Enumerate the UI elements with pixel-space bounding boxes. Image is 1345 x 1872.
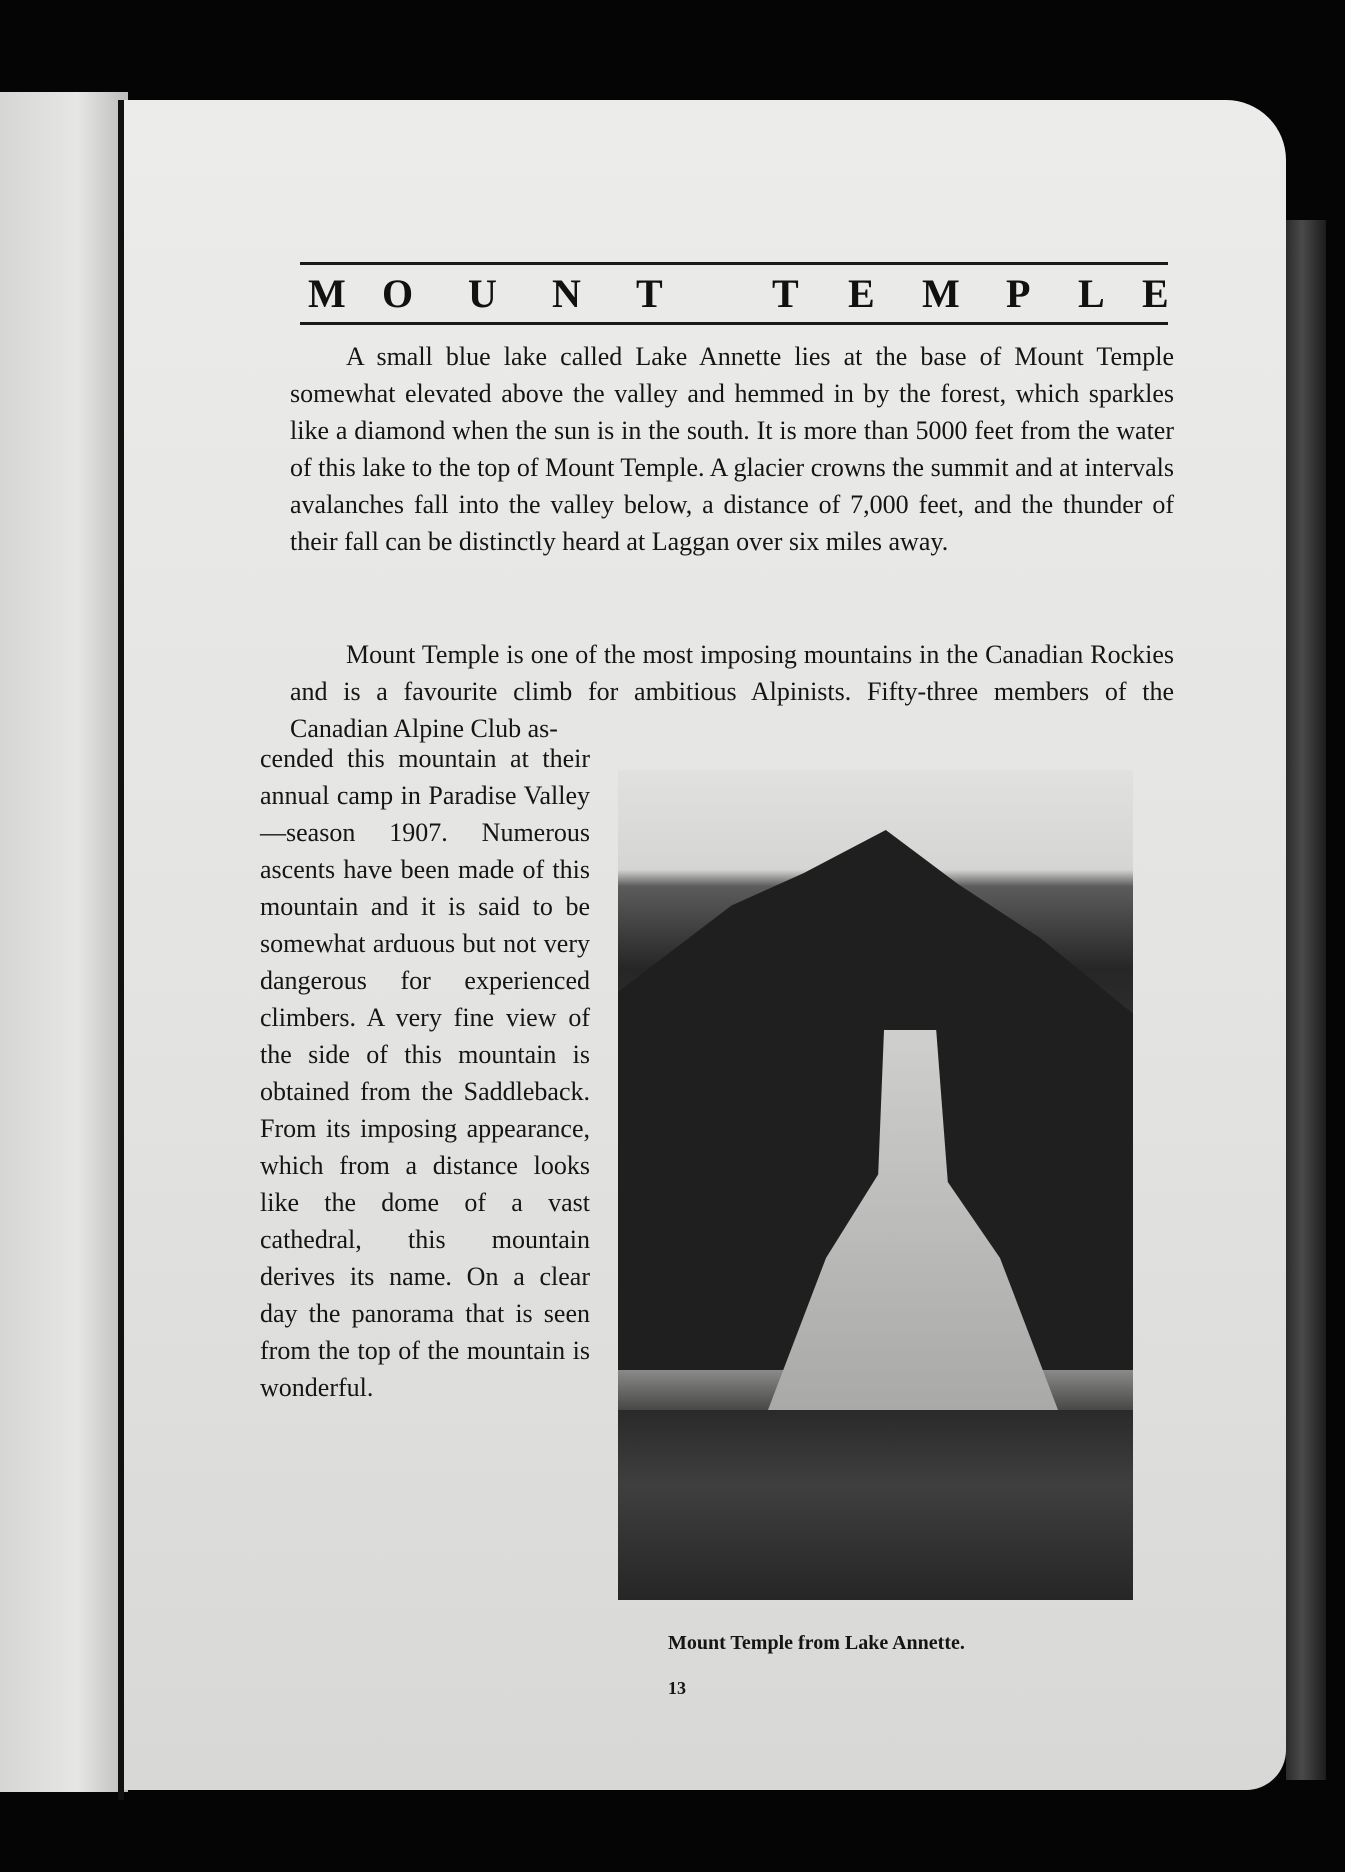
title-rule-top (300, 262, 1168, 265)
title-letter: P (1006, 271, 1031, 316)
title-letter: E (1142, 271, 1169, 316)
title-letter: N (552, 271, 581, 316)
paragraph-ascents-column: cended this mountain at their annual camp in Paradise Valley—season 1907. Numerous ascents have been made of this mountain and it is said to be somewhat arduous but not very dangerous for experienced climbers. A very fine view of the side of this mountain is obtained from the Saddleback. From its imposing appearance, which from a distance looks like the dome of a vast cathedral, this mountain derives its name. On a clear day the panorama that is seen from the top of the mountain is wonderful. (260, 744, 590, 1402)
title-rule-bottom (300, 322, 1168, 325)
title-letter: T (772, 271, 799, 316)
mount-temple-photo (618, 770, 1133, 1600)
title-letter: M (922, 271, 960, 316)
page-number: 13 (668, 1678, 686, 1698)
title-letter: T (636, 271, 663, 316)
title-letter: M (308, 271, 346, 316)
left-page-edge (0, 92, 128, 1792)
title-letter: L (1078, 271, 1105, 316)
paragraph-lake-annette: A small blue lake called Lake Annette lies at the base of Mount Temple somewhat elevated above the valley and hemmed in by the forest, which sparkles like a diamond when the sun is in the south. It is more than 5000 feet from the water of this lake to the top of Mount Temple. A glacier crowns the summit and at intervals avalanches fall into the valley below, a distance of 7,000 feet, and the thunder of their fall can be distinctly heard at Laggan over six miles away. (290, 342, 1174, 556)
photo-caption: Mount Temple from Lake Annette. (668, 1632, 965, 1654)
title-letter: E (848, 271, 875, 316)
title-letter: U (468, 271, 497, 316)
lake-water (618, 1410, 1133, 1600)
paragraph-mount-temple: Mount Temple is one of the most imposing mountains in the Canadian Rockies and is a favourite climb for ambitious Alpinists. Fifty-three members of the Canadian Alpine Club as- (290, 640, 1174, 743)
book-spine (1286, 220, 1326, 1780)
title-letter: O (382, 271, 414, 316)
